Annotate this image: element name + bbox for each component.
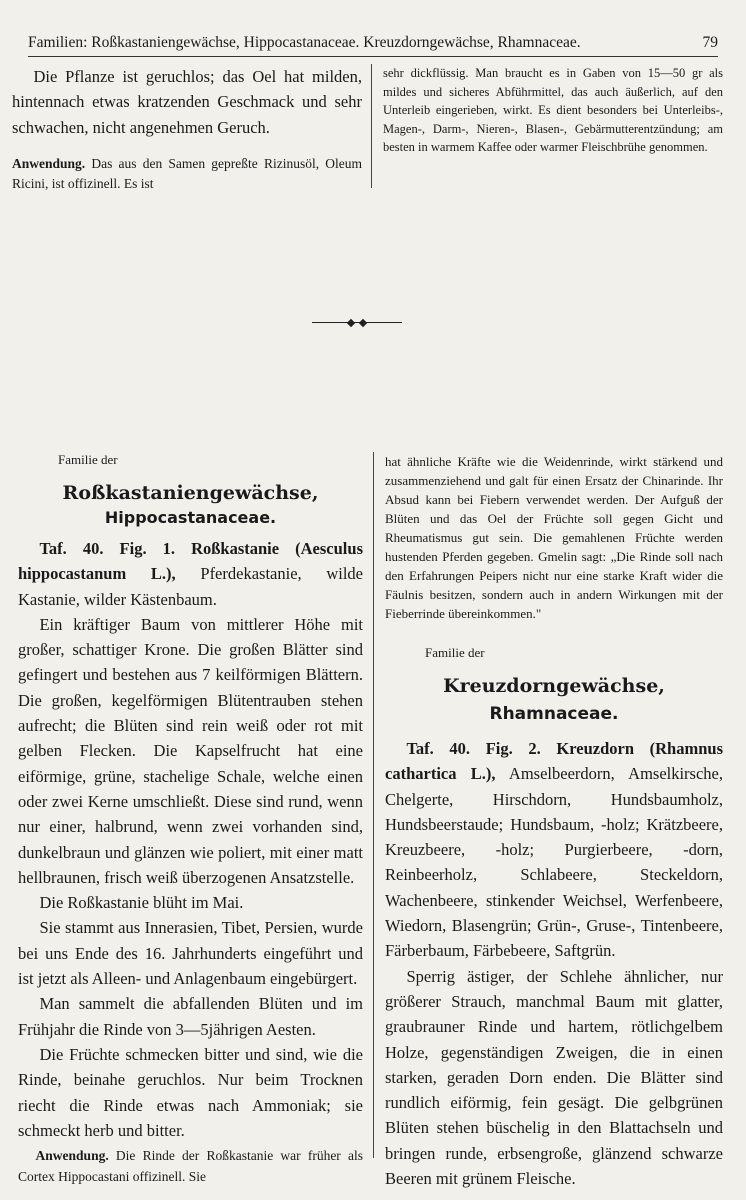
- anwendung-label: Anwendung.: [12, 155, 86, 171]
- origin-paragraph: Sie stammt aus Innerasien, Tibet, Persien, wurde bei uns Ende des 16. Jahrhunderts eingeführt und ist jetzt als Alleen- und Anlagenbaum eingebürgert.: [18, 918, 363, 989]
- taf-synonyms: Pferdekastanie, wilde Kastanie, wilder Kästenbaum.: [18, 564, 364, 609]
- family-label: Familie der: [58, 452, 118, 467]
- page-number: 79: [702, 34, 718, 51]
- top-right-column: [383, 64, 723, 157]
- top-left-paragraph: Die Pflanze ist geruchlos; das Oel hat milden, hintennach etwas kratzenden Geschmack und sehr schwachen, nicht angenehmen Geruch.: [12, 67, 362, 137]
- anwendung-label: Anwendung.: [35, 1148, 109, 1164]
- taf-label: Taf. 40. Fig. 1. Roßkastanie (Aesculus hippocastanum L.),: [18, 539, 363, 584]
- header-rule: [28, 56, 718, 57]
- right-column: [385, 452, 723, 1191]
- anwendung-text: Die Rinde der Roßkastanie war früher als Cortex Hippocastani offizinell. Sie: [18, 1148, 363, 1185]
- collect-paragraph: Man sammelt die abfallenden Blüten und im Frühjahr die Rinde von 3—5jährigen Aesten.: [18, 994, 363, 1039]
- usage-paragraph: [18, 1145, 363, 1187]
- top-left-column: [12, 64, 362, 194]
- top-left-anwendung: [12, 154, 362, 194]
- ornament-dot: [347, 319, 355, 327]
- family-label: Familie der: [425, 645, 485, 660]
- description-paragraph: Sperrig ästiger, der Schlehe ähnlicher, nur größerer Strauch, manchmal Baum mit glatter, graubrauner Rinde und hartem, rötlichgelbem Holze, gegenständigen Zweigen, die in einen starken, geraden Dorn enden. Die Blätter sind rundlich eiförmig, fein gesägt. Die gelbgrünen Blüten stehen büschelig in den Blattachseln und bringen runde, erbsengroße, glänzend schwarze Beeren mit grünem Fleische.: [385, 966, 723, 1189]
- family-latin: Hippocastanaceae.: [104, 508, 277, 527]
- top-column-divider: [371, 64, 372, 188]
- continued-paragraph: hat ähnliche Kräfte wie die Weidenrinde, wirkt stärkend und zusammenziehend und galt für einen Ersatz der Chinarinde. Ihr Absud kann bei Fiebern verwendet werden. Der Aufguß der Blüten und das Oel der Früchte soll gegen Gicht und Rheumatismus gut sein. Die gemahlenen Früchte werden hustenden Pferden gegeben. Gmelin sagt: „Die Rinde soll nach den Erfahrungen Peipers nicht nur eine starke Kraft wider die Fäulnis besitzen, sondern auch in andern Wirkungen mit der Fieberrinde übereinkommen.": [385, 454, 723, 621]
- bloom-paragraph: Die Roßkastanie blüht im Mai.: [39, 893, 244, 913]
- section-ornament: [312, 320, 402, 326]
- anwendung-text: Das aus den Samen gepreßte Rizinusöl, Oleum Ricini, ist offizinell. Es ist: [12, 155, 362, 191]
- taf-entry: [385, 736, 723, 964]
- taste-paragraph: Die Früchte schmecken bitter und sind, wie die Rinde, beinahe geruchlos. Nur beim Trocknen riecht die Rinde etwas nach Ammoniak; sie schmeckt herb und bitter.: [18, 1044, 363, 1140]
- family-title: Roßkastaniengewächse,: [62, 482, 319, 504]
- column-divider: [373, 452, 374, 1158]
- running-head: [28, 34, 718, 52]
- family-title: Kreuzdorngewächse,: [443, 675, 665, 697]
- taf-synonyms: Amselbeerdorn, Amselkirsche, Chelgerte, Hirschdorn, Hundsbaumholz, Hundsbeerstaude; Hundsbaum, -holz; Krätzbeere, Kreuzbeere, -holz; Purgierbeere, -dorn, Reinbeerholz, Schlabeere, Steckeldorn, Wachenbeere, stinkender Weichsel, Werfenbeere, Wiedorn, Blasengrün; Grün-, Gruse-, Tintenbeere, Färberbaum, Färbebeere, Saftgrün.: [385, 764, 723, 961]
- taf-label: Taf. 40. Fig. 2. Kreuzdorn (Rhamnus cathartica L.),: [385, 739, 723, 784]
- family-latin: Rhamnaceae.: [489, 704, 619, 724]
- ornament-dot: [359, 319, 367, 327]
- ornament-line: [312, 322, 402, 323]
- top-right-paragraph: sehr dickflüssig. Man braucht es in Gaben von 15—50 gr als mildes und sicheres Abführmittel, das auch äußerlich, auf den Unterleib eingerieben, wirkt. Es dient besonders bei Unterleibs-, Magen-, Darm-, Nieren-, Blasen-, Gebärmutterentzündung; am besten in warmem Kaffee oder warmer Fleischbrühe genommen.: [383, 66, 723, 155]
- taf-entry: [18, 536, 363, 612]
- left-column: [18, 452, 363, 1187]
- running-head-title: Familien: Roßkastaniengewächse, Hippocastanaceae. Kreuzdorngewächse, Rhamnaceae.: [28, 34, 581, 51]
- family-heading: [385, 673, 723, 728]
- description-paragraph: Ein kräftiger Baum von mittlerer Höhe mit großer, schattiger Krone. Die großen Blätter sind gefingert und bestehen aus 7 keilförmigen Blättern. Die großen, kegelförmigen Blütentrauben stehen aufrecht; die Blüten sind rein weiß oder rot mit gelben Flecken. Die Kapselfrucht hat eine eiförmige, grüne, stachelige Schale, welche einen oder zwei Kerne umschließt. Diese sind rund, wenn nur einer, halbrund, wenn zwei vorhanden sind, dunkelbraun und glänzen wie poliert, mit einer matt hellbraunen, frisch weiß überzogenen Ansatzstelle.: [18, 614, 363, 887]
